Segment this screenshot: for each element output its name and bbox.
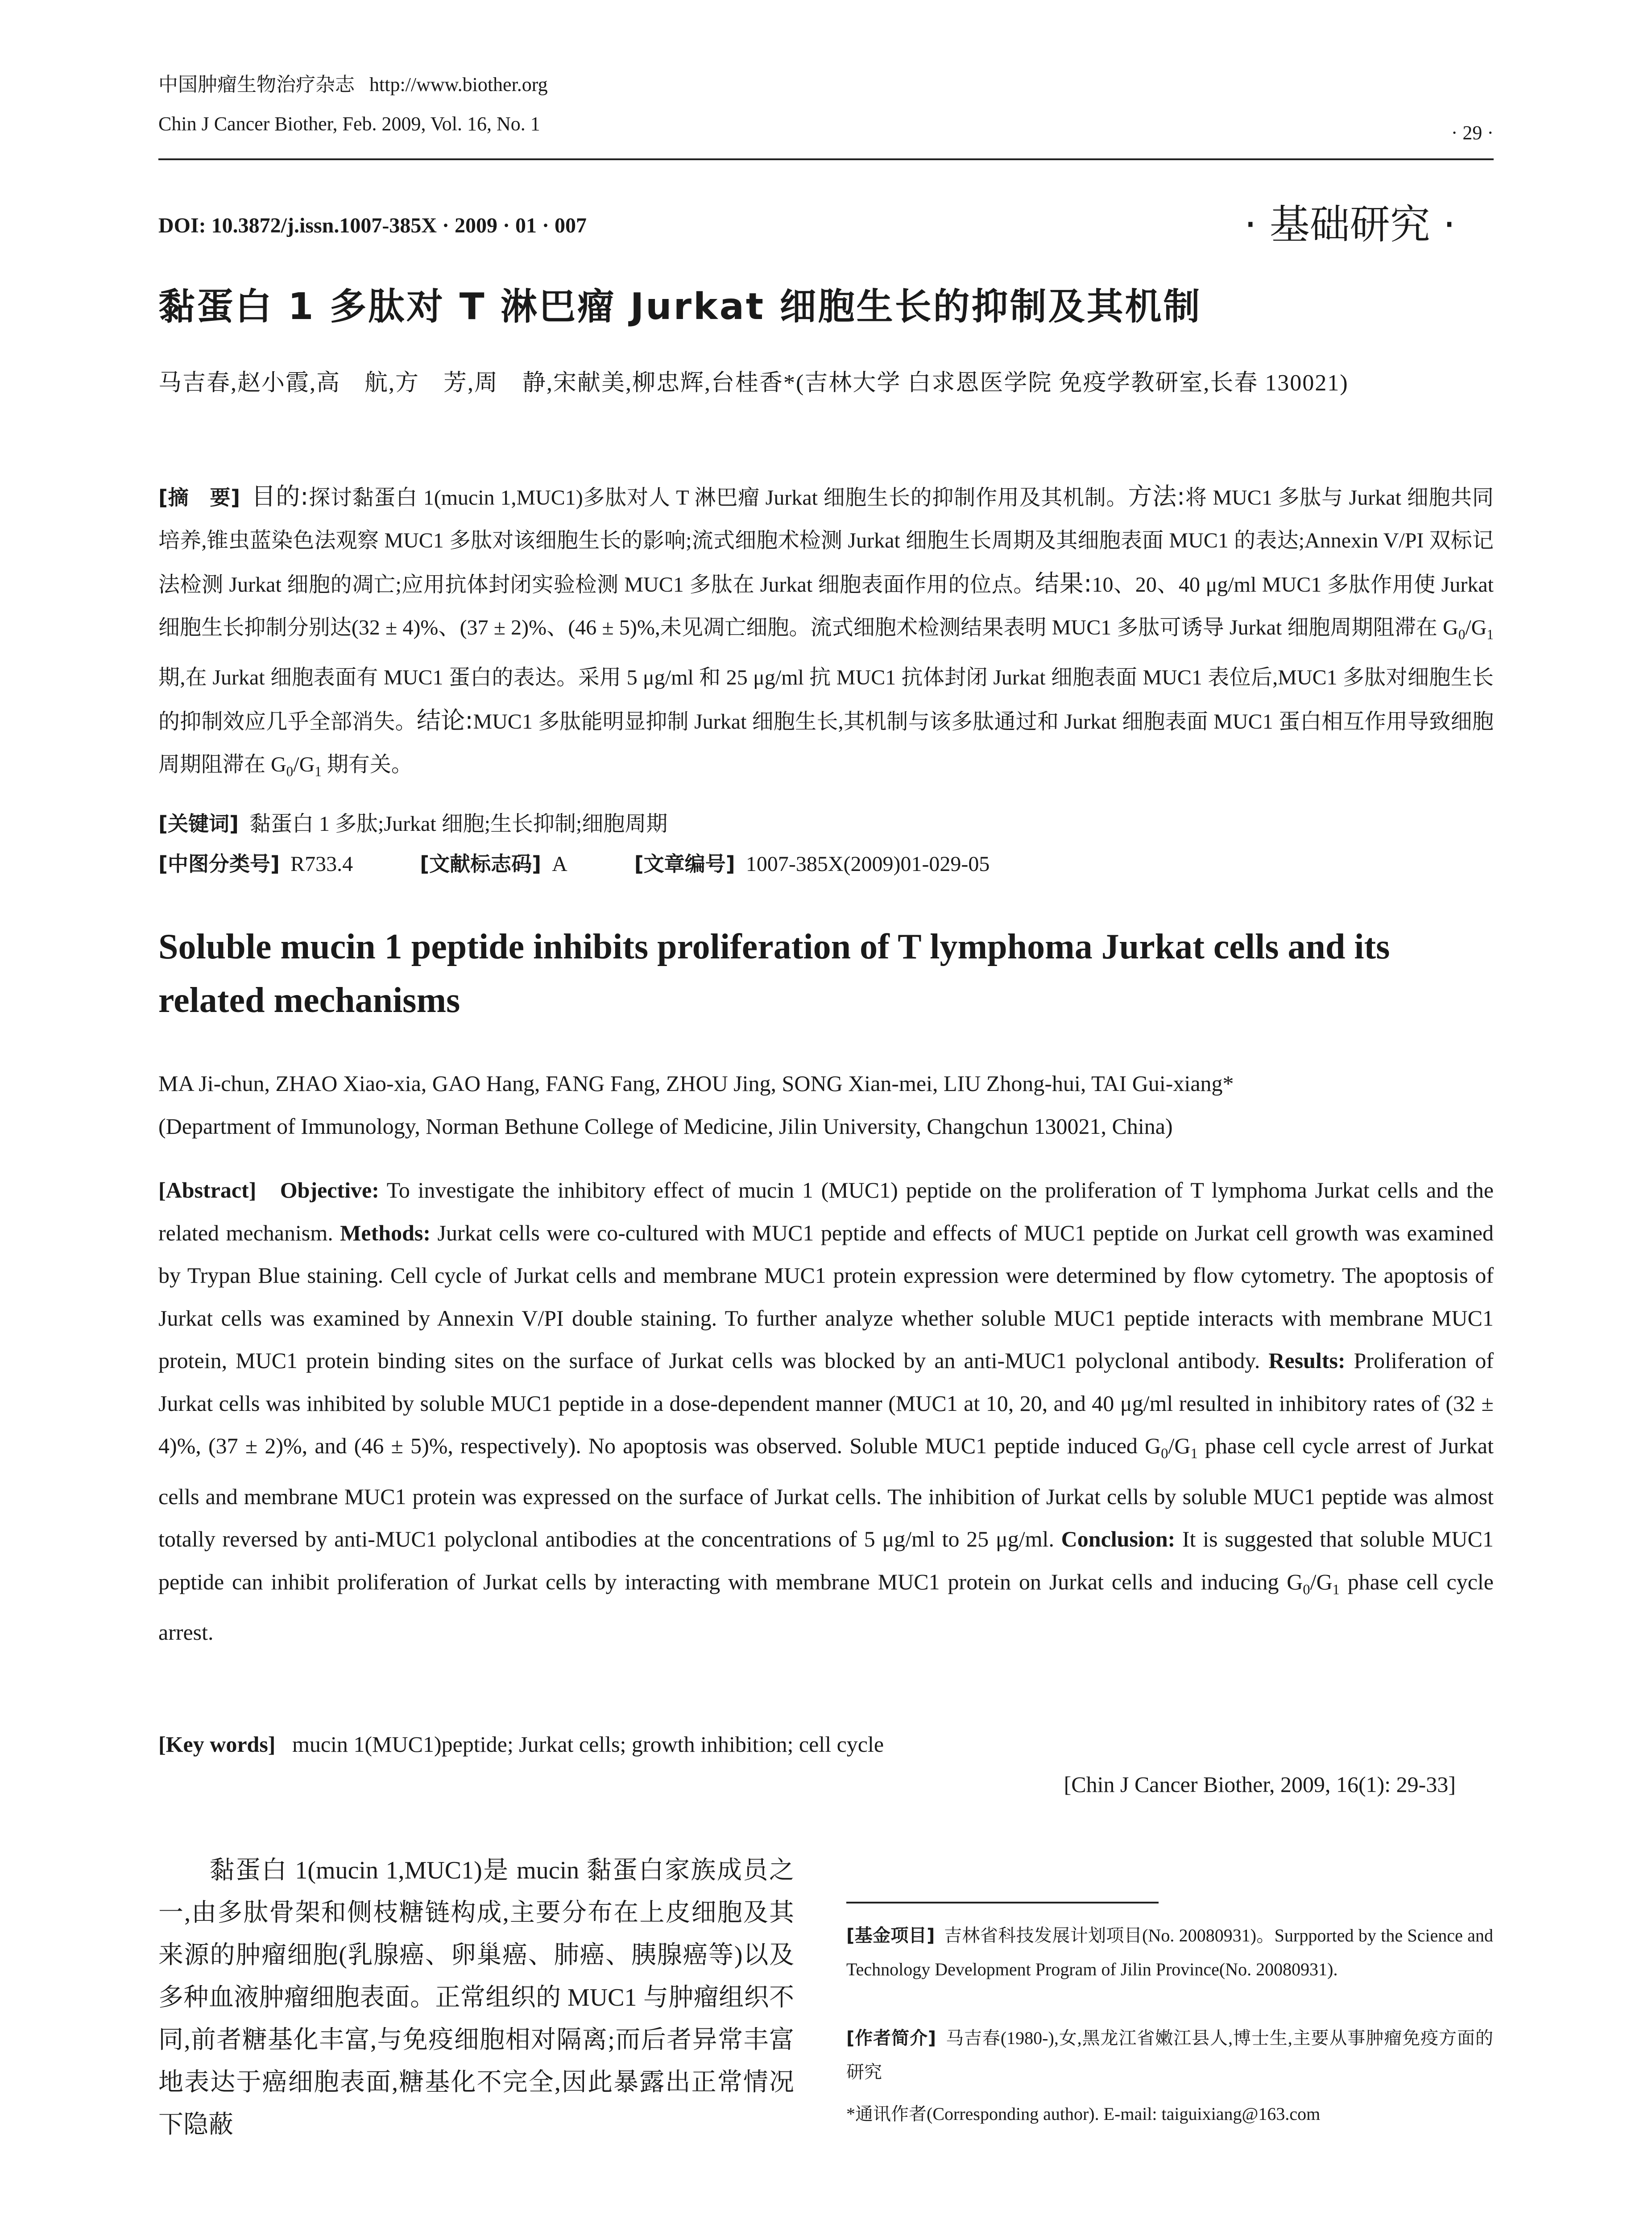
fund-label: [基金项目] — [846, 1925, 935, 1946]
authors-en: MA Ji-chun, ZHAO Xiao-xia, GAO Hang, FANG Fang, ZHOU Jing, SONG Xian-mei, LIU Zhong-hui, TAI Gui-xiang* — [158, 1071, 1234, 1096]
keywords-cn — [158, 806, 1494, 837]
clc-label: [中图分类号] — [158, 852, 280, 876]
results-head-cn: 结果: — [1035, 569, 1092, 597]
footnote-corresponding: *通讯作者(Corresponding author). E-mail: taiguixiang@163.com — [846, 2104, 1321, 2124]
objective-cn: 探讨黏蛋白 1(mucin 1,MUC1)多肽对人 T 淋巴瘤 Jurkat 细胞生长的抑制作用及其机制。 — [308, 486, 1128, 510]
classification-cn — [158, 848, 1494, 877]
journal-url[interactable]: http://www.biother.org — [369, 74, 548, 95]
author-intro-text: 马吉春(1980-),女,黑龙江省嫩江县人,博士生,主要从事肿瘤免疫方面的研究 — [846, 2028, 1493, 2082]
subscript: 1 — [1190, 1446, 1198, 1462]
subscript: 1 — [1486, 626, 1494, 643]
keywords-cn-text: 黏蛋白 1 多肽;Jurkat 细胞;生长抑制;细胞周期 — [249, 812, 668, 836]
conclusion-head-cn: 结论: — [416, 706, 473, 734]
doc-code-value: A — [552, 852, 567, 876]
objective-head-cn: 目的: — [251, 482, 309, 510]
conclusion-head-en: Conclusion: — [1061, 1526, 1176, 1551]
abstract-en-label: [Abstract] — [158, 1178, 257, 1203]
keywords-en — [158, 1731, 1494, 1757]
doc-code-label: [文献标志码] — [420, 852, 542, 876]
abstract-en — [158, 1169, 1494, 1654]
results-cn: 10、20、40 μg/ml MUC1 多肽作用使 Jurkat 细胞生长抑制分别达(32 ± 4)%、(37 ± 2)%、(46 ± 5)%,未见凋亡细胞。流式细胞术检测结果表明 MUC1 多肽可诱导 Jurkat 细胞周期阻滞在 G — [158, 573, 1494, 639]
body-text — [158, 1849, 794, 2146]
author-intro-label: [作者简介] — [846, 2028, 936, 2049]
conclusion-en: It is suggested that soluble MUC1 peptide can inhibit proliferation of Jurkat cells by interacting with membrane MUC1 protein on Jurkat cells and inducing G — [158, 1526, 1494, 1594]
footnote-divider — [846, 1902, 1159, 1903]
results-cn: /G — [1465, 616, 1487, 639]
results-en: Proliferation of Jurkat cells was inhibited by soluble MUC1 peptide in a dose-dependent manner (MUC1 at 10, 20, and 40 μg/ml resulted in inhibitory rates of (32 ± 4)%, (37 ± 2)%, and (46 ± 5)%, respectively). No apoptosis was observed. Soluble MUC1 peptide induced G — [158, 1348, 1494, 1458]
running-header-cn — [158, 71, 548, 98]
footnote-fund — [846, 1919, 1493, 1986]
authors-cn: 马吉春,赵小霞,高 航,方 芳,周 静,宋献美,柳忠辉,台桂香*(吉林大学 白求恩医学院 免疫学教研室,长春 130021) — [158, 370, 1349, 396]
conclusion-cn: /G — [293, 752, 315, 776]
subscript: 1 — [315, 763, 322, 780]
conclusion-en: /G — [1310, 1569, 1333, 1594]
subscript: 0 — [1303, 1581, 1310, 1598]
results-head-en: Results: — [1268, 1348, 1346, 1373]
methods-head-cn: 方法: — [1128, 482, 1185, 510]
page-number: · 29 · — [1451, 122, 1494, 144]
objective-en: To investigate the inhibitory effect of mucin 1 (MUC1) peptide on the proliferation of T lymphoma Jurkat cells and the related mechanism. — [158, 1178, 1494, 1245]
keywords-en-label: [Key words] — [158, 1732, 276, 1757]
keywords-en-text: mucin 1(MUC1)peptide; Jurkat cells; growth inhibition; cell cycle — [292, 1732, 884, 1757]
body-paragraph: 黏蛋白 1(mucin 1,MUC1)是 mucin 黏蛋白家族成员之一,由多肽骨架和侧枝糖链构成,主要分布在上皮细胞及其来源的肿瘤细胞(乳腺癌、卵巢癌、肺癌、胰腺癌等)以及多种血液肿瘤细胞表面。正常组织的 MUC1 与肿瘤组织不同,前者糖基化丰富,与免疫细胞相对隔离;而后者异常丰富地表达于癌细胞表面,糖基化不完全,因此暴露出正常情况下隐蔽 — [158, 1857, 794, 2139]
results-en: phase cell cycle arrest of Jurkat cells and membrane MUC1 protein was expressed on the surface of Jurkat cells. The inhibition of Jurkat cells by soluble MUC1 peptide was almost totally reversed by anti-MUC1 polyclonal antibodies at the concentrations of 5 μg/ml to 25 μg/ml. — [158, 1433, 1494, 1551]
subscript: 0 — [1458, 626, 1466, 643]
doi: DOI: 10.3872/j.issn.1007-385X · 2009 · 01 · 007 — [158, 214, 587, 237]
fund-text: 吉林省科技发展计划项目(No. 20080931)。Surpported by the Science and Technology Development Program of Jilin Province(No. 20080931). — [846, 1925, 1494, 1979]
title-cn: 黏蛋白 1 多肽对 T 淋巴瘤 Jurkat 细胞生长的抑制及其机制 — [158, 286, 1202, 328]
journal-name-en: Chin J Cancer Biother, Feb. 2009, Vol. 16, No. 1 — [158, 113, 540, 135]
abstract-cn-label: [摘 要] — [158, 485, 240, 510]
results-en: /G — [1168, 1433, 1191, 1458]
methods-en: Jurkat cells were co-cultured with MUC1 peptide and effects of MUC1 peptide on Jurkat cell growth was examined by Trypan Blue staining. Cell cycle of Jurkat cells and membrane MUC1 protein expression were determined by flow cytometry. The apoptosis of Jurkat cells was examined by Annexin V/PI double staining. To further analyze whether soluble MUC1 peptide interacts with membrane MUC1 protein, MUC1 protein binding sites on the surface of Jurkat cells was blocked by an anti-MUC1 polyclonal antibody. — [158, 1220, 1494, 1373]
conclusion-en: phase cell cycle arrest. — [158, 1569, 1494, 1645]
article-no-value: 1007-385X(2009)01-029-05 — [745, 852, 990, 876]
affiliation-en: (Department of Immunology, Norman Bethune College of Medicine, Jilin University, Changchun 130021, China) — [158, 1114, 1173, 1139]
keywords-cn-label: [关键词] — [158, 812, 239, 836]
section-label: · 基础研究 · — [1244, 201, 1456, 248]
subscript: 0 — [286, 763, 294, 780]
authors-en-block — [158, 1062, 1494, 1148]
title-en: Soluble mucin 1 peptide inhibits proliferation of T lymphoma Jurkat cells and its related mechanisms — [158, 927, 1390, 1020]
article-no-label: [文章编号] — [634, 852, 735, 876]
conclusion-cn: 期有关。 — [321, 752, 413, 776]
citation: [Chin J Cancer Biother, 2009, 16(1): 29-33] — [1064, 1772, 1456, 1797]
footnote-author — [846, 2021, 1493, 2089]
conclusion-cn: MUC1 多肽能明显抑制 Jurkat 细胞生长,其机制与该多肽通过和 Jurkat 细胞表面 MUC1 蛋白相互作用导致细胞周期阻滞在 G — [158, 709, 1494, 776]
abstract-cn — [158, 475, 1494, 793]
methods-head-en: Methods: — [340, 1220, 431, 1245]
header-divider — [158, 158, 1494, 160]
subscript: 1 — [1332, 1581, 1340, 1598]
subscript: 0 — [1161, 1446, 1168, 1462]
results-cn: 期,在 Jurkat 细胞表面有 MUC1 蛋白的表达。采用 5 μg/ml 和 25 μg/ml 抗 MUC1 抗体封闭 Jurkat 细胞表面 MUC1 表位后,MUC1 多肽对细胞生长的抑制效应几乎全部消失。 — [158, 665, 1494, 734]
methods-cn: 将 MUC1 多肽与 Jurkat 细胞共同培养,锥虫蓝染色法观察 MUC1 多肽对该细胞生长的影响;流式细胞术检测 Jurkat 细胞生长周期及其细胞表面 MUC1 的表达;Annexin V/PI 双标记法检测 Jurkat 细胞的凋亡;应用抗体封闭实验检测 MUC1 多肽在 Jurkat 细胞表面作用的位点。 — [158, 486, 1494, 597]
journal-name-cn: 中国肿瘤生物治疗杂志 — [158, 74, 355, 95]
objective-head-en: Objective: — [280, 1178, 379, 1203]
clc-value: R733.4 — [290, 852, 353, 876]
